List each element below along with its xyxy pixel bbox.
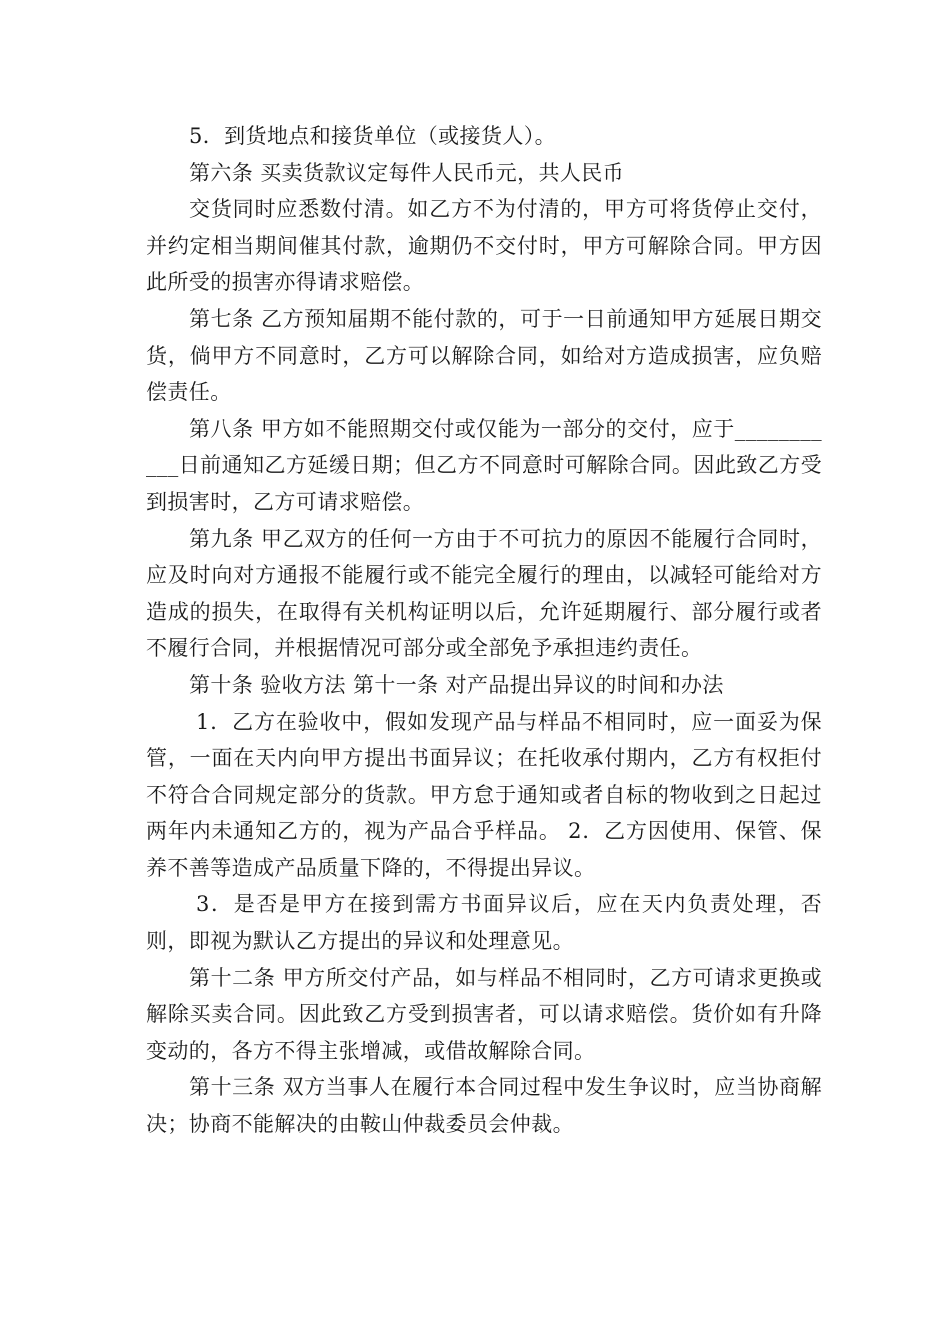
article-8: 第八条 甲方如不能照期交付或仅能为一部分的交付，应于___________日前通知乙方延缓日期；但乙方不同意时可解除合同。因此致乙方受到损害时，乙方可请求赔偿。	[146, 416, 822, 514]
article-6-body: 交货同时应悉数付清。如乙方不为付清的，甲方可将货停止交付，并约定相当期间催其付款，逾期仍不交付时，甲方可解除合同。甲方因此所受的损害亦得请求赔偿。	[146, 197, 822, 295]
objection-item-3: 3．是否是甲方在接到需方书面异议后，应在天内负责处理，否则，即视为默认乙方提出的异议和处理意见。	[146, 892, 822, 954]
article-13: 第十三条 双方当事人在履行本合同过程中发生争议时，应当协商解决；协商不能解决的由鞍山仲裁委员会仲裁。	[146, 1075, 822, 1137]
article-12: 第十二条 甲方所交付产品，如与样品不相同时，乙方可请求更换或解除买卖合同。因此致乙方受到损害者，可以请求赔偿。货价如有升降变动的，各方不得主张增减，或借故解除合同。	[146, 965, 822, 1063]
article-7: 第七条 乙方预知届期不能付款的，可于一日前通知甲方延展日期交货，倘甲方不同意时，乙方可以解除合同，如给对方造成损害，应负赔偿责任。	[146, 306, 822, 405]
article-9: 第九条 甲乙双方的任何一方由于不可抗力的原因不能履行合同时，应及时向对方通报不能履行或不能完全履行的理由，以减轻可能给对方造成的损失，在取得有关机构证明以后，允许延期履行、部分履行或者不履行合同，并根据情况可部分或全部免予承担违约责任。	[146, 526, 822, 661]
article-10-11-heading: 第十条 验收方法 第十一条 对产品提出异议的时间和办法	[189, 672, 724, 697]
objection-item-1-2: 1．乙方在验收中，假如发现产品与样品不相同时，应一面妥为保管，一面在天内向甲方提出书面异议；在托收承付期内，乙方有权拒付不符合合同规定部分的货款。甲方怠于通知或者自标的物收到之日起过两年内未通知乙方的，视为产品合乎样品。 2．乙方因使用、保管、保养不善等造成产品质量下降的，不得提出异议。	[146, 709, 822, 880]
document-page	[146, 118, 822, 1318]
article-6-heading: 第六条 买卖货款议定每件人民币元，共人民币	[189, 160, 625, 185]
delivery-location-item: 5．到货地点和接货单位（或接货人）。	[189, 124, 557, 148]
